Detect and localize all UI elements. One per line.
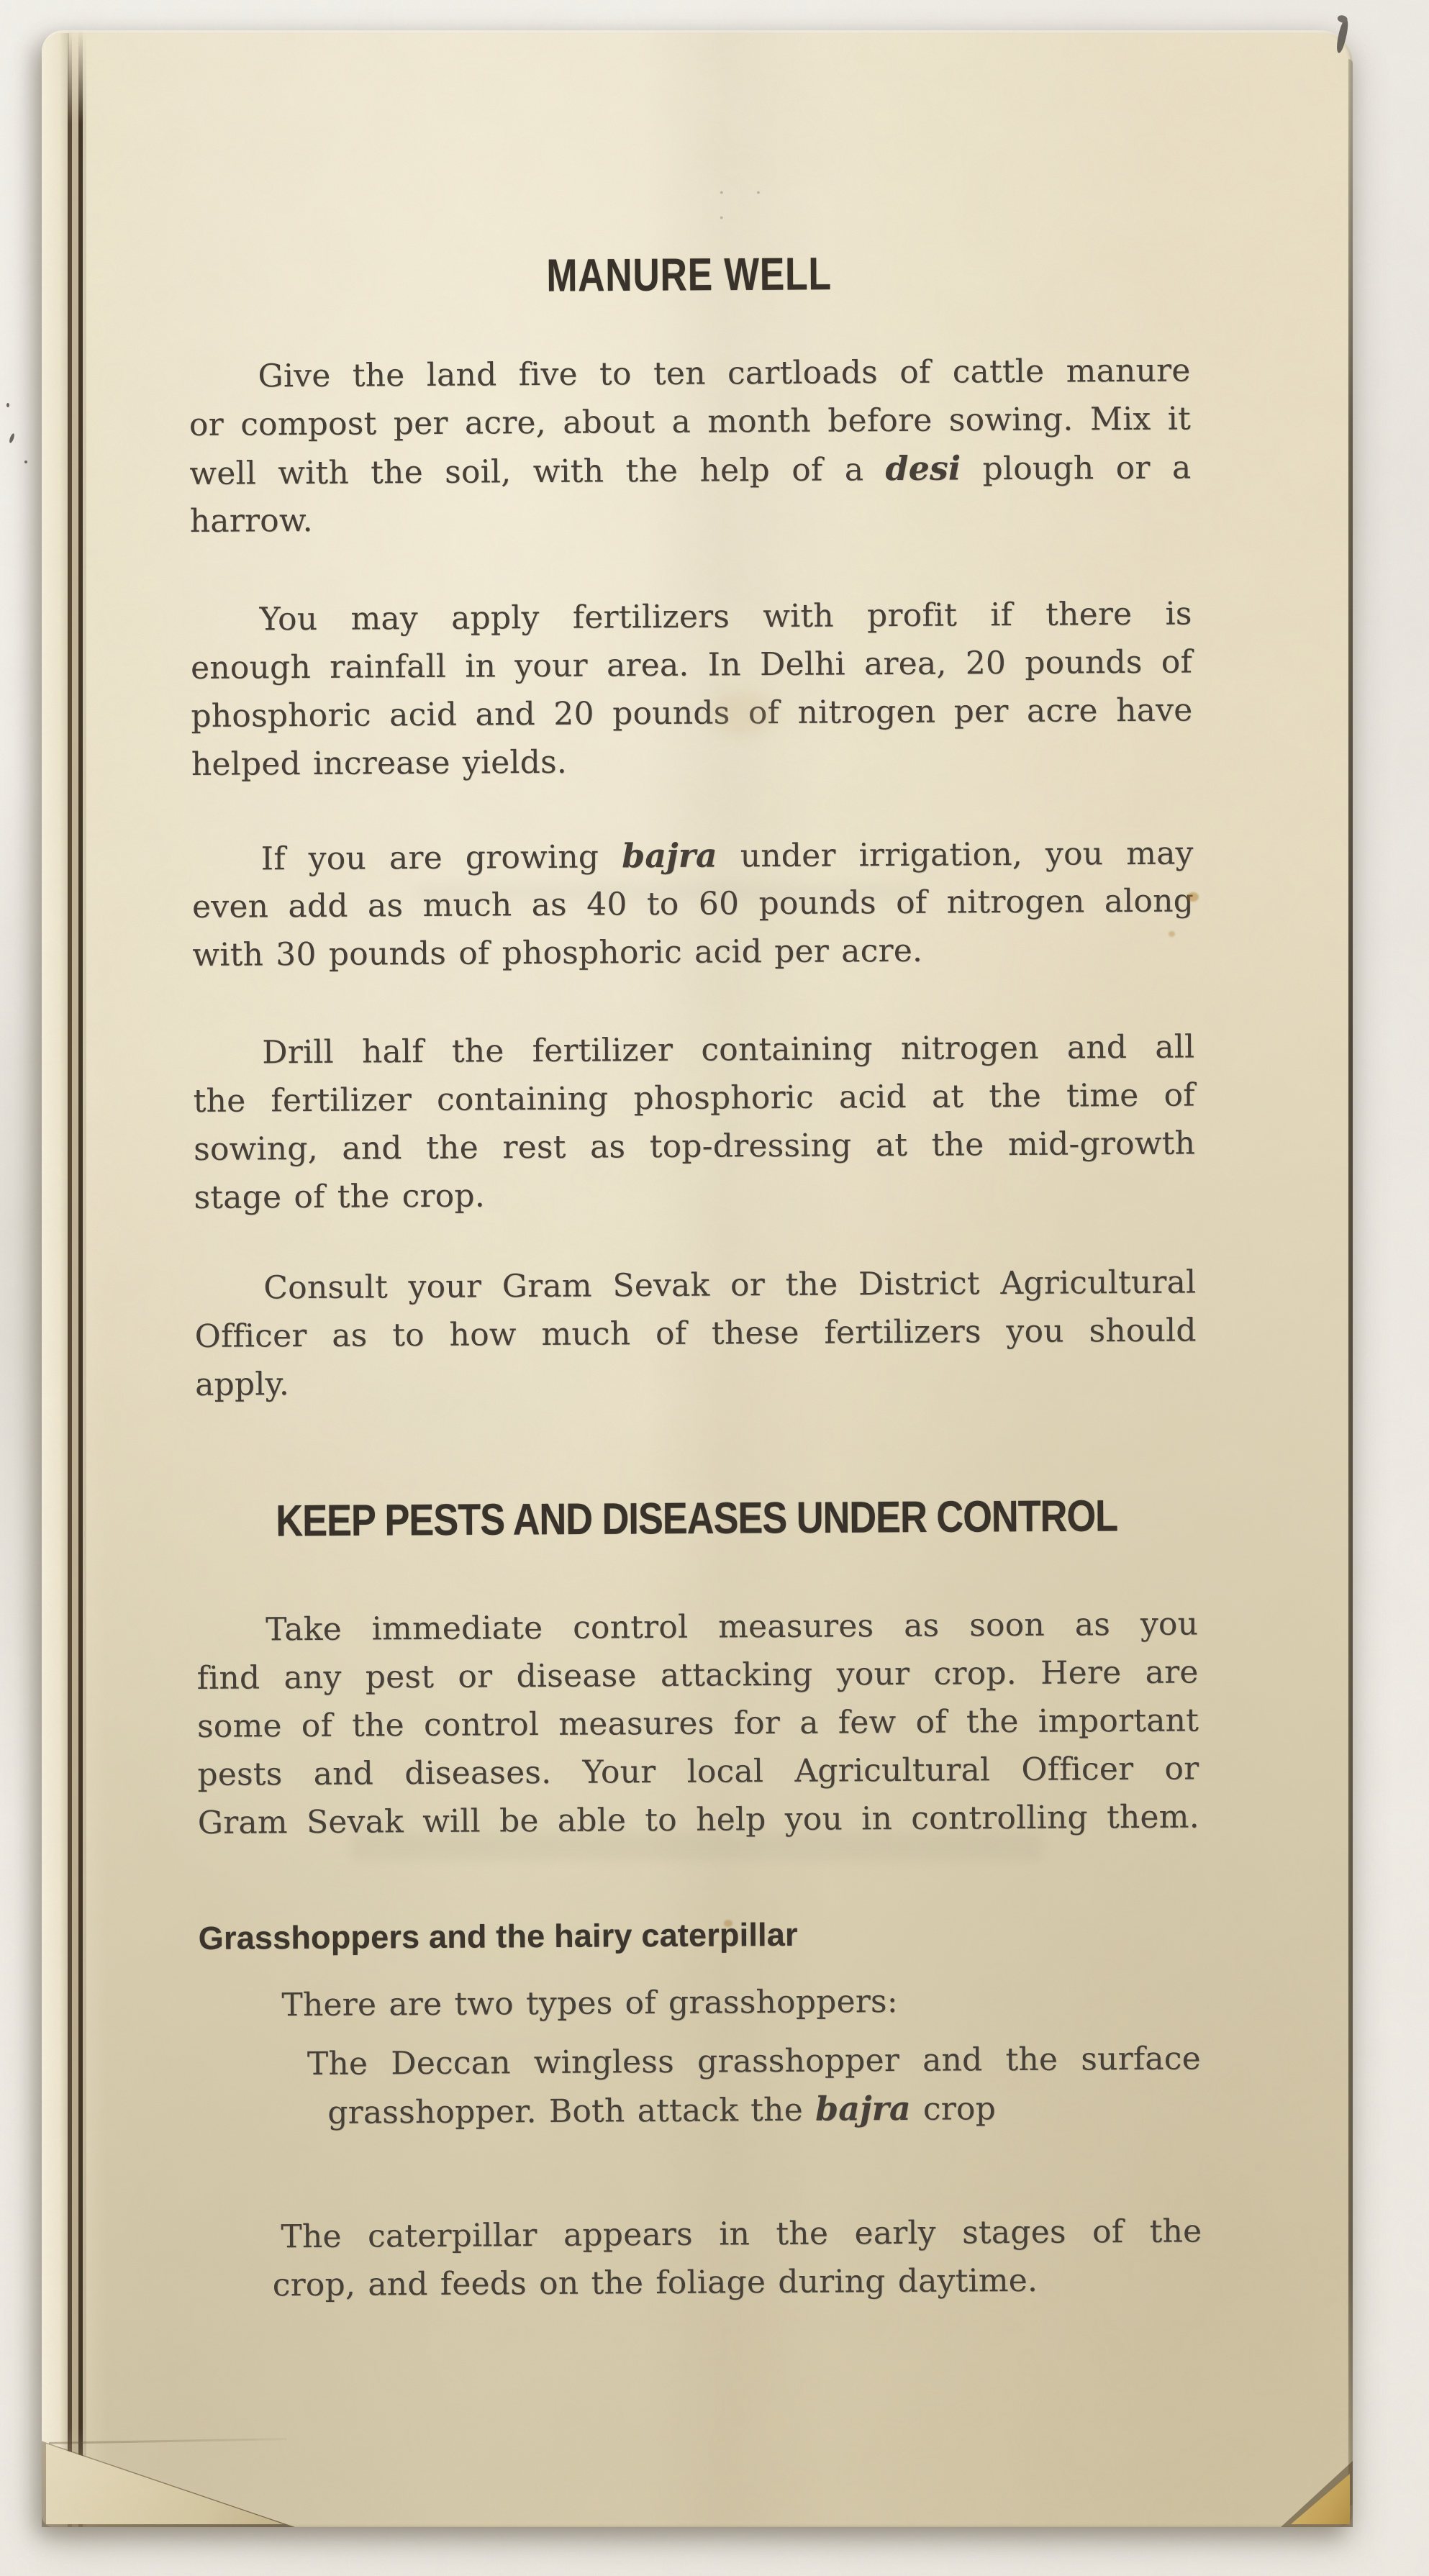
subsection-heading-grasshoppers: Grasshoppers and the hairy caterpillar: [198, 1915, 798, 1956]
stain: [1187, 892, 1199, 902]
text-line: There are two types of grasshoppers:: [281, 1983, 898, 2024]
emphasized-word: desi: [885, 448, 961, 489]
stain: [724, 1920, 732, 1927]
text-line: enough rainfall in your area. In Delhi area, 20 pounds of: [190, 643, 1193, 687]
paragraph-consult: [194, 1258, 1197, 1408]
stain: [1169, 931, 1175, 937]
paragraph-grasshopper-types: [199, 2034, 1202, 2137]
line-two-types: [199, 1975, 1200, 2030]
text-line: the fertilizer containing phosphoric acid at the time of: [193, 1076, 1195, 1120]
faint-dots: . . .: [718, 174, 774, 225]
paragraph-control-measures: [196, 1600, 1199, 1846]
text-line: crop, and feeds on the foliage during daytime.: [272, 2262, 1038, 2304]
section-heading-pests: KEEP PESTS AND DISEASES UNDER CONTROL: [276, 1490, 1118, 1546]
pamphlet-page: [42, 30, 1353, 2527]
text-segment: If you are growing: [260, 838, 622, 878]
text-segment: under irrigation, you may: [717, 835, 1194, 875]
text-line: [199, 2082, 1201, 2137]
text-layer: [35, 23, 1361, 2528]
speck: [6, 403, 9, 407]
text-segment: crop: [910, 2090, 997, 2128]
speck: [24, 461, 27, 463]
text-segment: plough or a: [961, 449, 1192, 488]
text-line: Give the land five to ten cartloads of cattle manure: [258, 352, 1191, 395]
paragraph-caterpillar: [200, 2207, 1202, 2310]
text-line: sowing, and the rest as top-dressing at the mid-growth: [193, 1125, 1196, 1168]
paragraph-fertilizer: [190, 590, 1193, 789]
stain: [711, 692, 776, 735]
text-line: [189, 443, 1191, 498]
page-title: MANURE WELL: [546, 248, 833, 301]
text-line: Officer as to how much of these fertilizers you should: [194, 1312, 1197, 1355]
text-line: Take immediate control measures as soon as you: [266, 1605, 1199, 1648]
text-line: or compost per acre, about a month before sowing. Mix it: [189, 400, 1192, 444]
paragraph-bajra-irrigation: [191, 828, 1194, 979]
text-line: pests and diseases. Your local Agricultural Officer or: [197, 1750, 1199, 1793]
text-line: phosphoric acid and 20 pounds of nitrogen per acre have: [191, 691, 1193, 735]
text-line: The caterpillar appears in the early stages of the: [281, 2213, 1202, 2256]
text-line: Consult your Gram Sevak or the District Agricultural: [263, 1264, 1197, 1307]
emphasized-word: bajra: [815, 2088, 911, 2128]
text-line: The Deccan wingless grasshopper and the surface: [307, 2040, 1202, 2083]
text-line: You may apply fertilizers with profit if there is: [259, 595, 1192, 638]
text-segment: well with the soil, with the help of a: [189, 451, 886, 493]
paragraph-drill: [193, 1022, 1196, 1221]
text-line: some of the control measures for a few of the important: [196, 1702, 1199, 1745]
text-line: find any pest or disease attacking your crop. Here are: [196, 1654, 1199, 1697]
ink-showthrough: [351, 1833, 1042, 1860]
text-line: apply.: [194, 1366, 290, 1403]
text-line: Drill half the fertilizer containing nitrogen and all: [262, 1028, 1195, 1071]
text-line: harrow.: [189, 502, 313, 540]
text-line: stage of the crop.: [194, 1177, 486, 1216]
text-line: with 30 pounds of phosphoric acid per acre.: [192, 932, 923, 974]
text-line: [191, 828, 1193, 883]
text-line: Gram Sevak will be able to help you in controlling them.: [197, 1798, 1199, 1841]
text-segment: grasshopper. Both attack the: [327, 2091, 816, 2131]
emphasized-word: bajra: [621, 835, 717, 876]
speck: [9, 433, 15, 444]
text-line: even add as much as 40 to 60 pounds of nitrogen along: [191, 882, 1194, 925]
ink-showthrough: [416, 883, 920, 902]
text-line: helped increase yields.: [191, 743, 568, 783]
paragraph-manure-1: [189, 347, 1192, 545]
